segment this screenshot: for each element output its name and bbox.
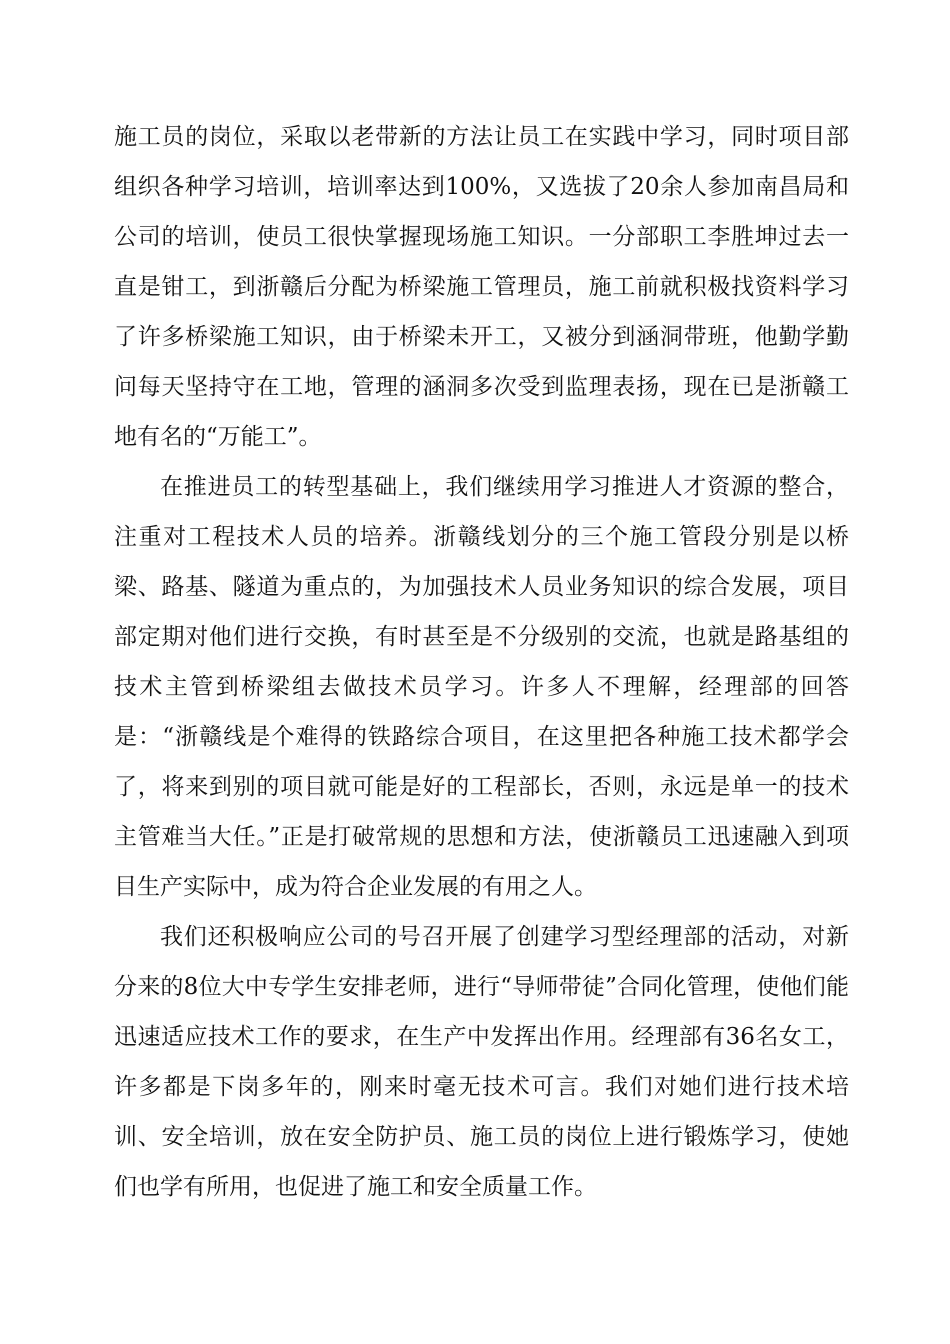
paragraph-learning-organization: 我们还积极响应公司的号召开展了创建学习型经理部的活动，对新分来的8位大中专学生安排老师，进行“导师带徒”合同化管理，使他们能迅速适应技术工作的要求，在生产中发挥出作用。经理部有36名女工，许多都是下岗多年的，刚来时毫无技术可言。我们对她们进行技术培训、安全培训，放在安全防护员、施工员的岗位上进行锻炼学习，使她们也学有所用，也促进了施工和安全质量工作。: [114, 924, 849, 1200]
paragraph-continuation: 施工员的岗位，采取以老带新的方法让员工在实践中学习，同时项目部组织各种学习培训，培训率达到100%，又选拔了20余人参加南昌局和公司的培训，使员工很快掌握现场施工知识。一分部职工李胜坤过去一直是钳工，到浙赣后分配为桥梁施工管理员，施工前就积极找资料学习了许多桥梁施工知识，由于桥梁未开工，又被分到涵洞带班，他勤学勤问每天坚持守在工地，管理的涵洞多次受到监理表扬，现在已是浙赣工地有名的“万能工”。: [114, 124, 849, 450]
paragraph-talent-integration: 在推进员工的转型基础上，我们继续用学习推进人才资源的整合，注重对工程技术人员的培养。浙赣线划分的三个施工管段分别是以桥梁、路基、隧道为重点的，为加强技术人员业务知识的综合发展，项目部定期对他们进行交换，有时甚至是不分级别的交流，也就是路基组的技术主管到桥梁组去做技术员学习。许多人不理解，经理部的回答是：“浙赣线是个难得的铁路综合项目，在这里把各种施工技术都学会了，将来到别的项目就可能是好的工程部长，否则，永远是单一的技术主管难当大任。”正是打破常规的思想和方法，使浙赣员工迅速融入到项目生产实际中，成为符合企业发展的有用之人。: [114, 474, 849, 900]
body-text: [114, 112, 849, 1212]
